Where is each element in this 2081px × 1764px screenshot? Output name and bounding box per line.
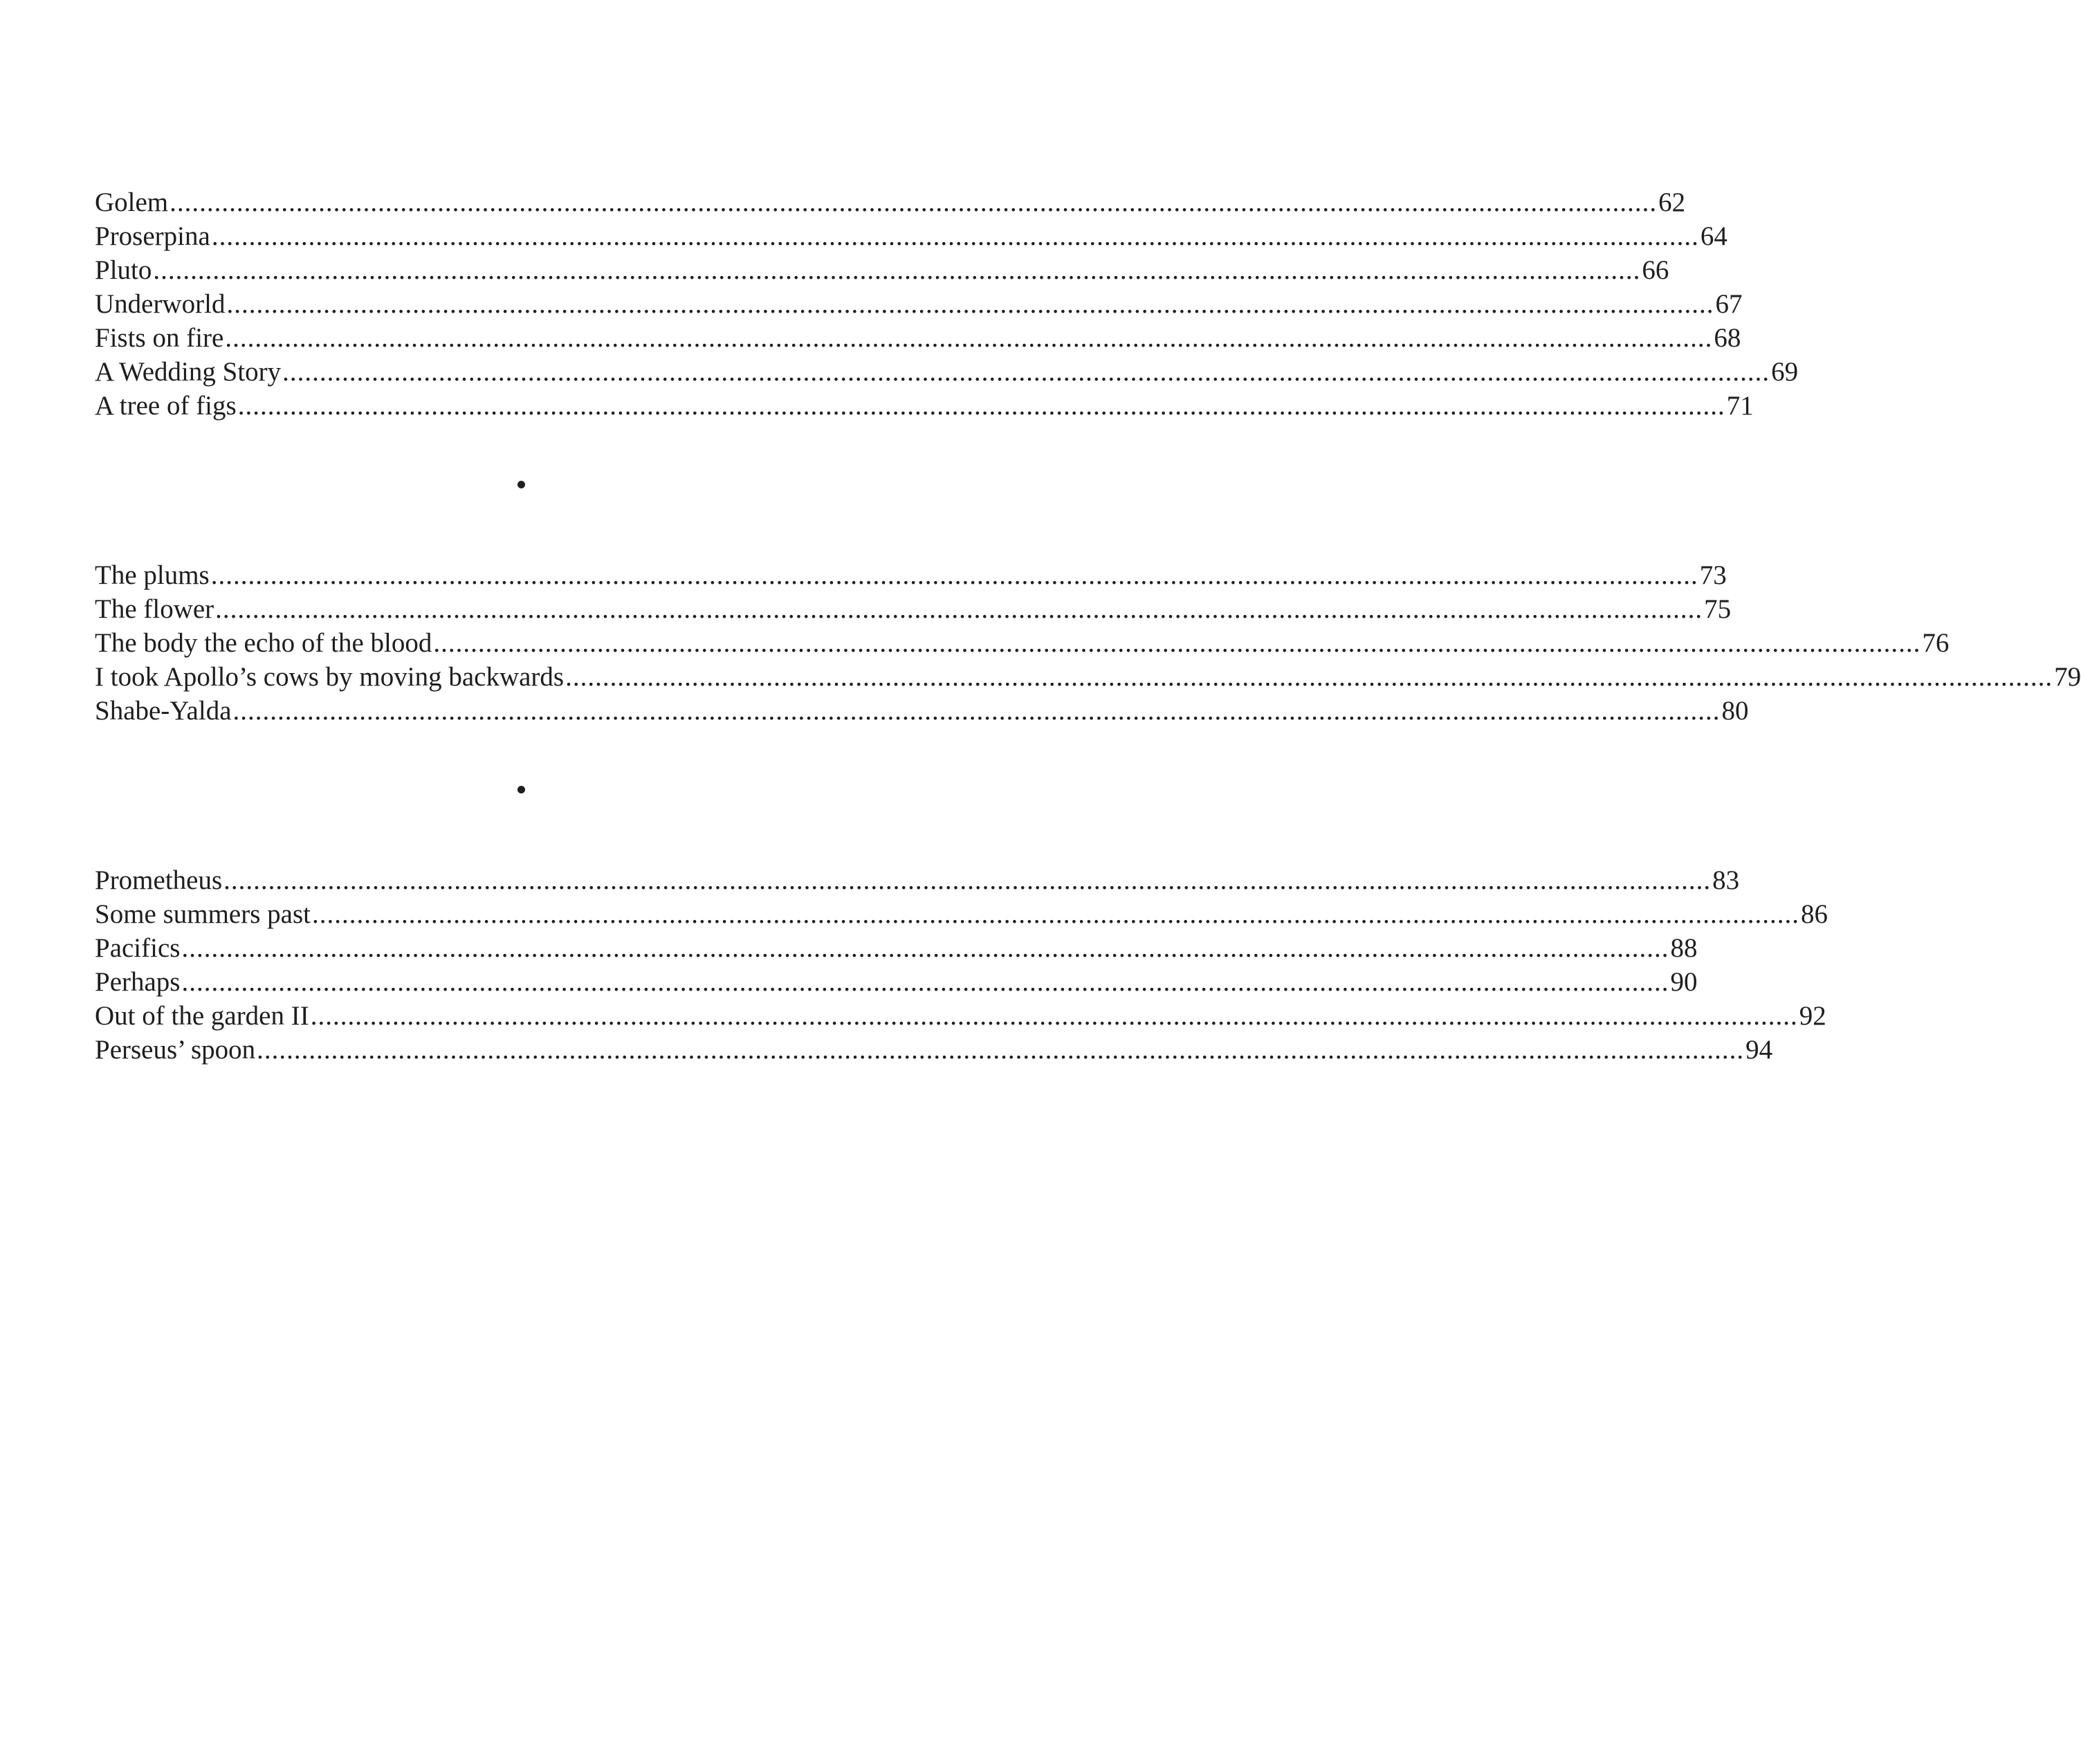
toc-entry xyxy=(95,931,1698,965)
toc-entry-title: Pluto xyxy=(95,255,152,285)
dot-leader: ........................................................................................................................................................................................................ xyxy=(153,255,1641,285)
table-of-contents xyxy=(95,185,2081,1067)
bullet-icon xyxy=(517,786,525,793)
toc-entry-title: The flower xyxy=(95,594,214,624)
dot-leader: ........................................................................................................................................................................................................ xyxy=(237,391,1725,421)
toc-entry-page: 79 xyxy=(2054,662,2081,692)
toc-entry-title: Perhaps xyxy=(95,967,181,997)
toc-entry xyxy=(95,253,1669,287)
dot-leader: ........................................................................................................................................................................................................ xyxy=(215,594,1703,624)
toc-entry xyxy=(95,287,1743,321)
dot-leader: ........................................................................................................................................................................................................ xyxy=(225,323,1713,353)
toc-entry xyxy=(95,321,1741,355)
toc-section-1 xyxy=(95,185,1799,423)
toc-entry xyxy=(95,965,1698,999)
toc-entry xyxy=(95,389,1754,423)
toc-entry-title: Prometheus xyxy=(95,865,223,895)
toc-entry-page: 68 xyxy=(1714,323,1741,353)
dot-leader: ........................................................................................................................................................................................................ xyxy=(232,696,1721,726)
toc-entry-title: A tree of figs xyxy=(95,391,237,421)
toc-entry-title: A Wedding Story xyxy=(95,357,282,387)
toc-entry-title: Out of the garden II xyxy=(95,1001,309,1031)
dot-leader: ........................................................................................................................................................................................................ xyxy=(210,560,1698,590)
toc-entry-title: Perseus’ spoon xyxy=(95,1035,256,1065)
toc-entry xyxy=(95,185,1686,219)
toc-entry xyxy=(95,219,1727,253)
toc-entry-page: 94 xyxy=(1745,1035,1773,1065)
toc-entry-title: Underworld xyxy=(95,289,226,319)
toc-section-3 xyxy=(95,863,1828,1067)
toc-entry xyxy=(95,694,1749,728)
toc-entry-page: 69 xyxy=(1771,357,1799,387)
toc-entry-title: The body the echo of the blood xyxy=(95,628,432,658)
section-divider xyxy=(95,423,944,558)
toc-entry xyxy=(95,863,1740,897)
dot-leader: ........................................................................................................................................................................................................ xyxy=(226,289,1714,319)
toc-entry-page: 83 xyxy=(1712,865,1740,895)
toc-entry-page: 90 xyxy=(1670,967,1698,997)
toc-entry-page: 64 xyxy=(1700,221,1727,251)
toc-entry-title: Fists on fire xyxy=(95,323,224,353)
dot-leader: ........................................................................................................................................................................................................ xyxy=(257,1035,1745,1065)
toc-entry xyxy=(95,626,1950,660)
toc-entry-page: 67 xyxy=(1715,289,1743,319)
toc-entry-page: 92 xyxy=(1799,1001,1826,1031)
toc-entry-page: 88 xyxy=(1670,933,1698,963)
toc-entry-page: 71 xyxy=(1726,391,1754,421)
toc-entry xyxy=(95,558,1727,592)
toc-entry-title: Golem xyxy=(95,187,169,217)
toc-entry-page: 80 xyxy=(1721,696,1749,726)
toc-entry-page: 62 xyxy=(1658,187,1686,217)
toc-entry xyxy=(95,897,1828,931)
dot-leader: ........................................................................................................................................................................................................ xyxy=(211,221,1699,251)
toc-entry-title: Pacifics xyxy=(95,933,181,963)
dot-leader: ........................................................................................................................................................................................................ xyxy=(169,187,1658,217)
dot-leader: ........................................................................................................................................................................................................ xyxy=(282,357,1770,387)
dot-leader: ........................................................................................................................................................................................................ xyxy=(565,662,2053,692)
toc-entry-page: 86 xyxy=(1800,899,1828,929)
toc-entry xyxy=(95,999,1826,1033)
dot-leader: ........................................................................................................................................................................................................ xyxy=(310,1001,1798,1031)
dot-leader: ........................................................................................................................................................................................................ xyxy=(311,899,1799,929)
toc-entry-title: Shabe-Yalda xyxy=(95,696,232,726)
section-divider xyxy=(95,728,944,863)
toc-entry xyxy=(95,660,2081,694)
toc-entry-page: 66 xyxy=(1642,255,1669,285)
toc-entry-title: I took Apollo’s cows by moving backwards xyxy=(95,662,565,692)
dot-leader: ........................................................................................................................................................................................................ xyxy=(181,967,1669,997)
toc-section-2 xyxy=(95,558,2081,728)
bullet-icon xyxy=(517,481,525,488)
dot-leader: ........................................................................................................................................................................................................ xyxy=(181,933,1669,963)
toc-entry-title: Some summers past xyxy=(95,899,311,929)
dot-leader: ........................................................................................................................................................................................................ xyxy=(433,628,1921,658)
toc-entry-title: Proserpina xyxy=(95,221,210,251)
toc-entry xyxy=(95,592,1732,626)
toc-entry xyxy=(95,355,1799,389)
toc-entry-page: 76 xyxy=(1922,628,1950,658)
toc-entry-page: 75 xyxy=(1704,594,1732,624)
toc-entry-title: The plums xyxy=(95,560,210,590)
toc-entry-page: 73 xyxy=(1699,560,1727,590)
dot-leader: ........................................................................................................................................................................................................ xyxy=(223,865,1712,895)
toc-entry xyxy=(95,1033,1773,1067)
